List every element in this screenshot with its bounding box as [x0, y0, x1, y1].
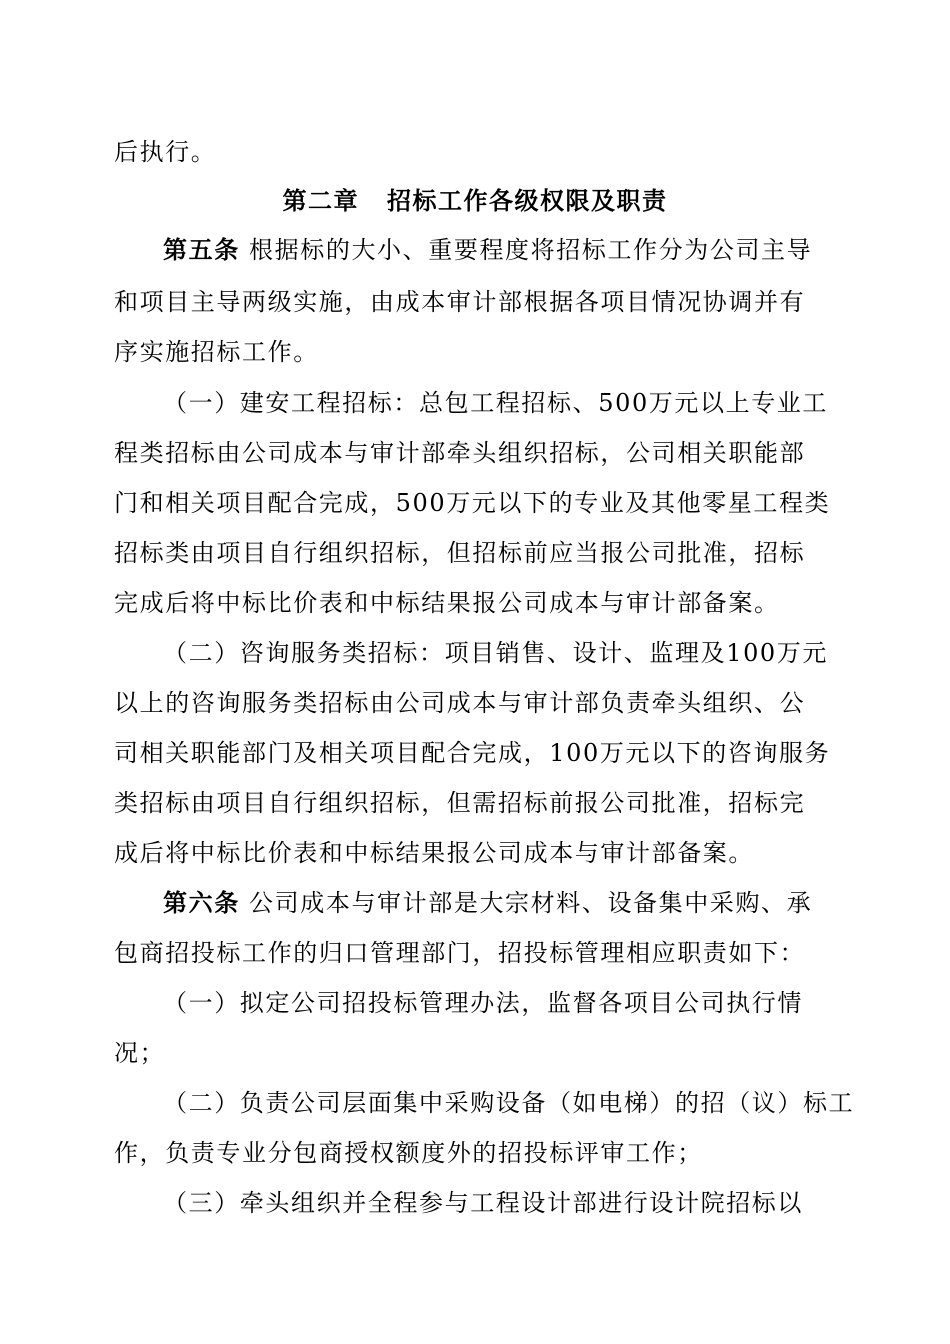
- article-5-item-2-line: （二）咨询服务类招标：项目销售、设计、监理及100万元: [163, 639, 829, 667]
- article-5-item-2-line: 以上的咨询服务类招标由公司成本与审计部负责牵头组织、公: [114, 689, 806, 717]
- article-5-line: [163, 234, 835, 266]
- article-5-item-2-line: 司相关职能部门及相关项目配合完成，100万元以下的咨询服务: [114, 739, 831, 767]
- article-6-item-2-line: （二）负责公司层面集中采购设备（如电梯）的招（议）标工: [163, 1089, 855, 1117]
- article-6-item-2-line: 作，负责专业分包商授权额度外的招投标评审工作；: [114, 1139, 703, 1167]
- article-5-item-2-line: 成后将中标比价表和中标结果报公司成本与审计部备案。: [114, 839, 754, 867]
- article-5-item-2-line: 类招标由项目自行组织招标，但需招标前报公司批准，招标完: [114, 789, 806, 817]
- article-6-line: [163, 887, 835, 919]
- paragraph-line: 后执行。: [114, 138, 217, 166]
- article-6-item-1-line: 况；: [114, 1039, 166, 1067]
- article-5-line: 和项目主导两级实施，由成本审计部根据各项目情况协调并有: [114, 288, 806, 316]
- article-5-item-1-line: 门和相关项目配合完成，500万元以下的专业及其他零星工程类: [114, 489, 831, 517]
- chapter-title: [0, 185, 950, 217]
- article-5-item-1-line: 完成后将中标比价表和中标结果报公司成本与审计部备案。: [114, 589, 780, 617]
- article-5-item-1-line: （一）建安工程招标：总包工程招标、500万元以上专业工: [163, 389, 829, 417]
- article-5-text: 根据标的大小、重要程度将招标工作分为公司主导: [249, 236, 813, 264]
- article-6-item-3-line: （三）牵头组织并全程参与工程设计部进行设计院招标以: [163, 1189, 803, 1217]
- article-6-label: 第六条: [163, 888, 240, 917]
- chapter-name: 招标工作各级权限及职责: [387, 186, 668, 215]
- article-5-item-1-line: 程类招标由公司成本与审计部牵头组织招标，公司相关职能部: [114, 439, 806, 467]
- article-5-label: 第五条: [163, 235, 240, 264]
- chapter-number: 第二章: [282, 186, 359, 215]
- article-6-line: 包商招投标工作的归口管理部门，招投标管理相应职责如下：: [114, 939, 806, 967]
- article-5-item-1-line: 招标类由项目自行组织招标，但招标前应当报公司批准，招标: [114, 539, 806, 567]
- article-6-item-1-line: （一）拟定公司招投标管理办法，监督各项目公司执行情: [163, 989, 803, 1017]
- article-5-line: 序实施招标工作。: [114, 338, 319, 366]
- article-6-text: 公司成本与审计部是大宗材料、设备集中采购、承: [249, 889, 813, 917]
